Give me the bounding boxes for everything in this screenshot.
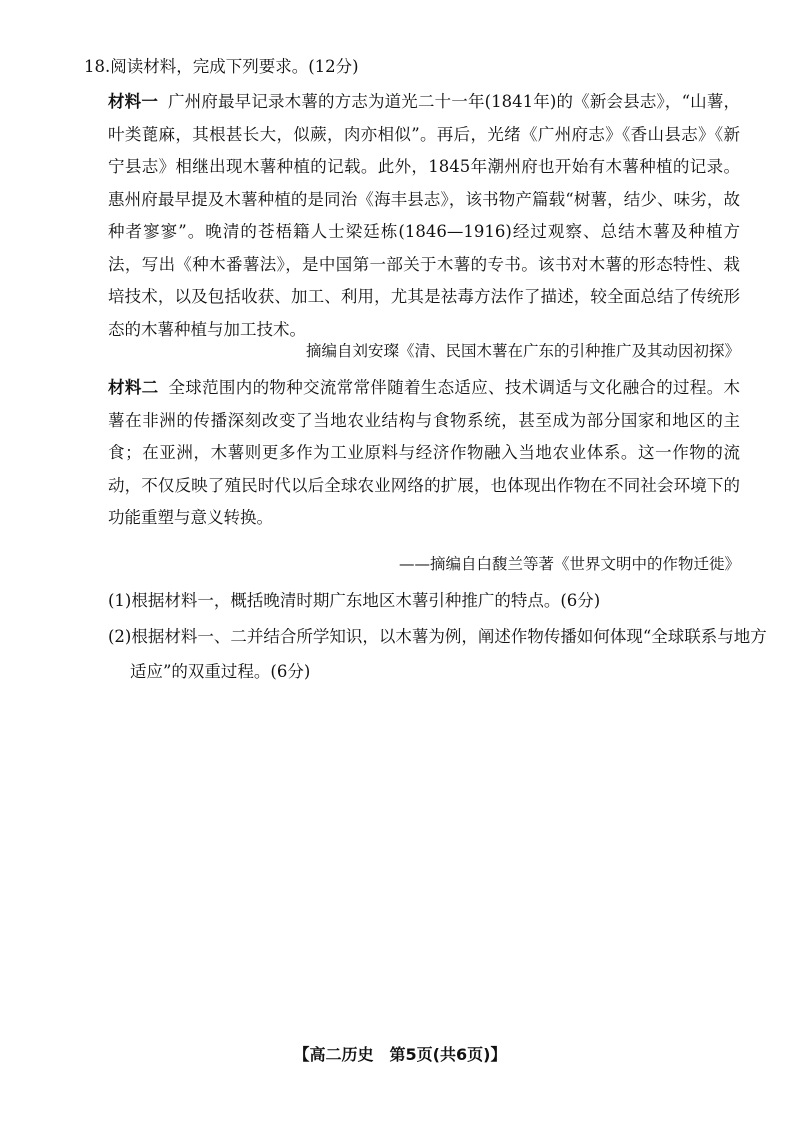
material-two-paragraph bbox=[108, 372, 740, 535]
page-footer: 【高二历史 第5页(共6页)】 bbox=[293, 1045, 507, 1064]
material-two-label: 材料二 bbox=[108, 378, 159, 397]
material-one-paragraph bbox=[108, 86, 740, 346]
material-one-source: 摘编自刘安璨《清、民国木薯在广东的引种推广及其动因初探》 bbox=[305, 342, 740, 360]
material-two-text: 全球范围内的物种交流常常伴随着生态适应、技术调适与文化融合的过程。木薯在非洲的传播深刻改变了当地农业结构与食物系统，甚至成为部分国家和地区的主食；在亚洲，木薯则更多作为工业原料与经济作物融入当地农业体系。这一作物的流动，不仅反映了殖民时代以后全球农业网络的扩展，也体现出作物在不同社会环境下的功能重塑与意义转换。 bbox=[108, 378, 741, 527]
material-two-source: ——摘编自白馥兰等著《世界文明中的作物迁徙》 bbox=[398, 555, 740, 573]
material-one-label: 材料一 bbox=[108, 92, 158, 111]
sub-question-1: (1)根据材料一，概括晚清时期广东地区木薯引种推广的特点。(6分) bbox=[108, 591, 601, 610]
material-one-text: 广州府最早记录木薯的方志为道光二十一年(1841年)的《新会县志》，“山薯，叶类蓖麻，其根甚长大，似蕨，肉亦相似”。再后，光绪《广州府志》《香山县志》《新宁县志》相继出现木薯种植的记载。此外，1845年潮州府也开始有木薯种植的记录。惠州府最早提及木薯种植的是同治《海丰县志》，该书物产篇载“树薯，结少、味劣，故种者寥寥”。晚清的苍梧籍人士梁廷栋(1846—1916)经过观察、总结木薯及种植方法，写出《种木番薯法》，是中国第一部关于木薯的专书。该书对木薯的形态特性、栽培技术，以及包括收获、加工、利用，尤其是祛毒方法作了描述，较全面总结了传统形态的木薯种植与加工技术。 bbox=[108, 92, 740, 339]
sub-question-2-continued: 适应”的双重过程。(6分) bbox=[130, 662, 311, 681]
sub-question-2: (2)根据材料一、二并结合所学知识，以木薯为例，阐述作物传播如何体现“全球联系与地方 bbox=[108, 627, 767, 646]
question-title: 18.阅读材料，完成下列要求。(12分) bbox=[84, 57, 359, 76]
